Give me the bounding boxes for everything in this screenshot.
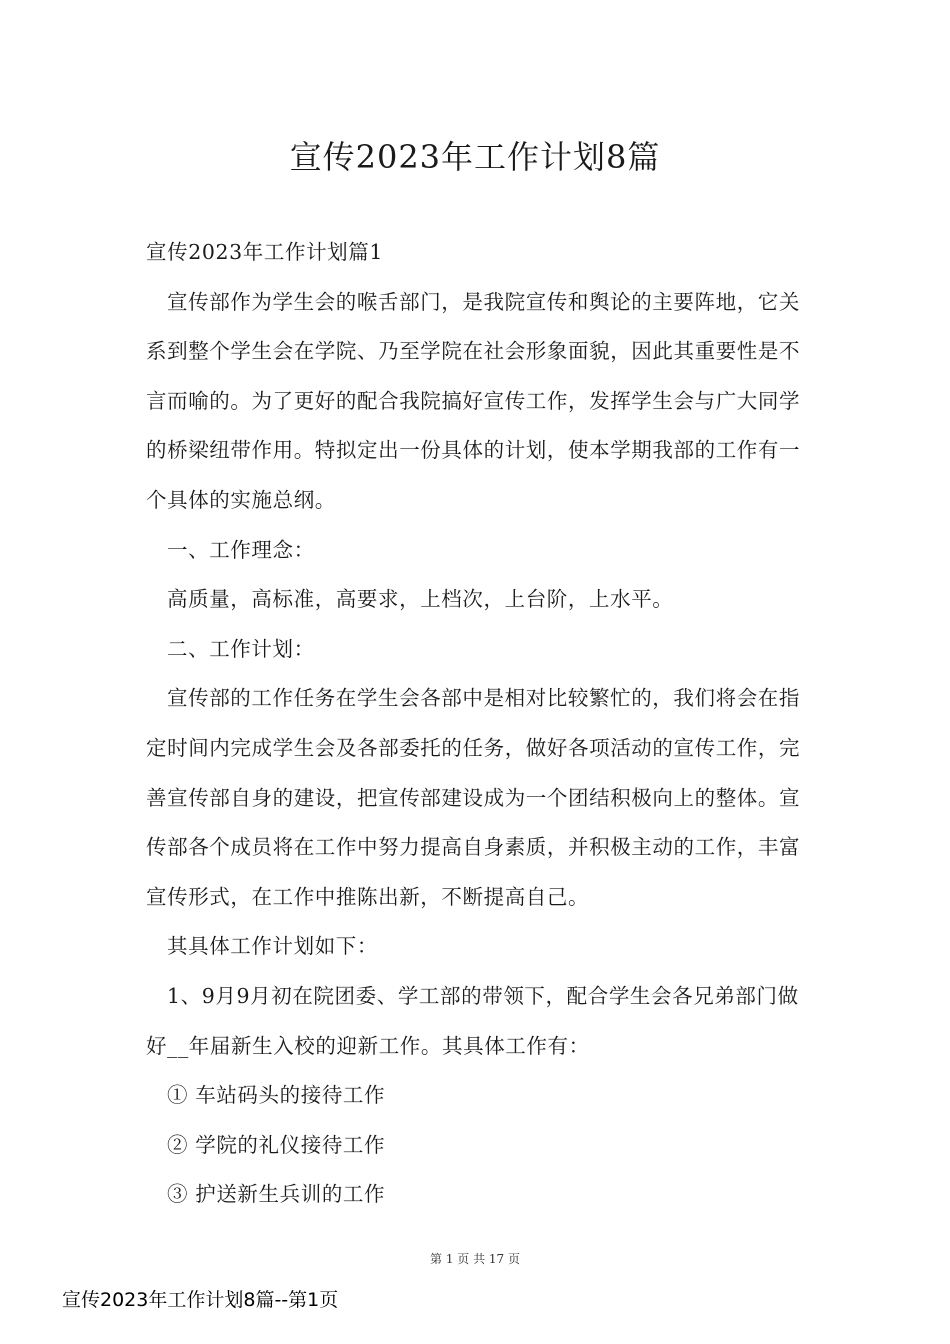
paragraph-september: 1、9月9月初在院团委、学工部的带领下，配合学生会各兄弟部门做好__年届新生入校的迎新工作。其具体工作有： [146, 983, 799, 1058]
heading-work-plan: 二、工作计划： [167, 636, 315, 661]
document-body [146, 228, 810, 1220]
page-number-footer: 第 1 页 共 17 页 [430, 1252, 520, 1266]
heading-work-philosophy: 一、工作理念： [167, 537, 315, 562]
paragraph-philosophy: 高质量，高标准，高要求，上档次，上台阶，上水平。 [167, 587, 674, 612]
page-caption: 宣传2023年工作计划8篇--第1页 [62, 1289, 339, 1311]
document-title: 宣传2023年工作计划8篇 [289, 138, 661, 176]
list-item: ③ 护送新生兵训的工作 [167, 1182, 386, 1207]
list-item: ② 学院的礼仪接待工作 [167, 1132, 386, 1157]
paragraph-plan-intro: 其具体工作计划如下： [167, 934, 378, 959]
section-heading: 宣传2023年工作计划篇1 [146, 240, 384, 264]
list-item: ① 车站码头的接待工作 [167, 1083, 386, 1108]
paragraph-intro: 宣传部作为学生会的喉舌部门，是我院宣传和舆论的主要阵地，它关系到整个学生会在学院、乃至学院在社会形象面貌，因此其重要性是不言而喻的。为了更好的配合我院搞好宣传工作，发挥学生会与广大同学的桥梁纽带作用。特拟定出一份具体的计划，使本学期我部的工作有一个具体的实施总纲。 [146, 289, 801, 512]
paragraph-work-plan: 宣传部的工作任务在学生会各部中是相对比较繁忙的，我们将会在指定时间内完成学生会及各部委托的任务，做好各项活动的宣传工作，完善宣传部自身的建设，把宣传部建设成为一个团结积极向上的整体。宣传部各个成员将在工作中努力提高自身素质，并积极主动的工作，丰富宣传形式，在工作中推陈出新，不断提高自己。 [146, 686, 801, 909]
